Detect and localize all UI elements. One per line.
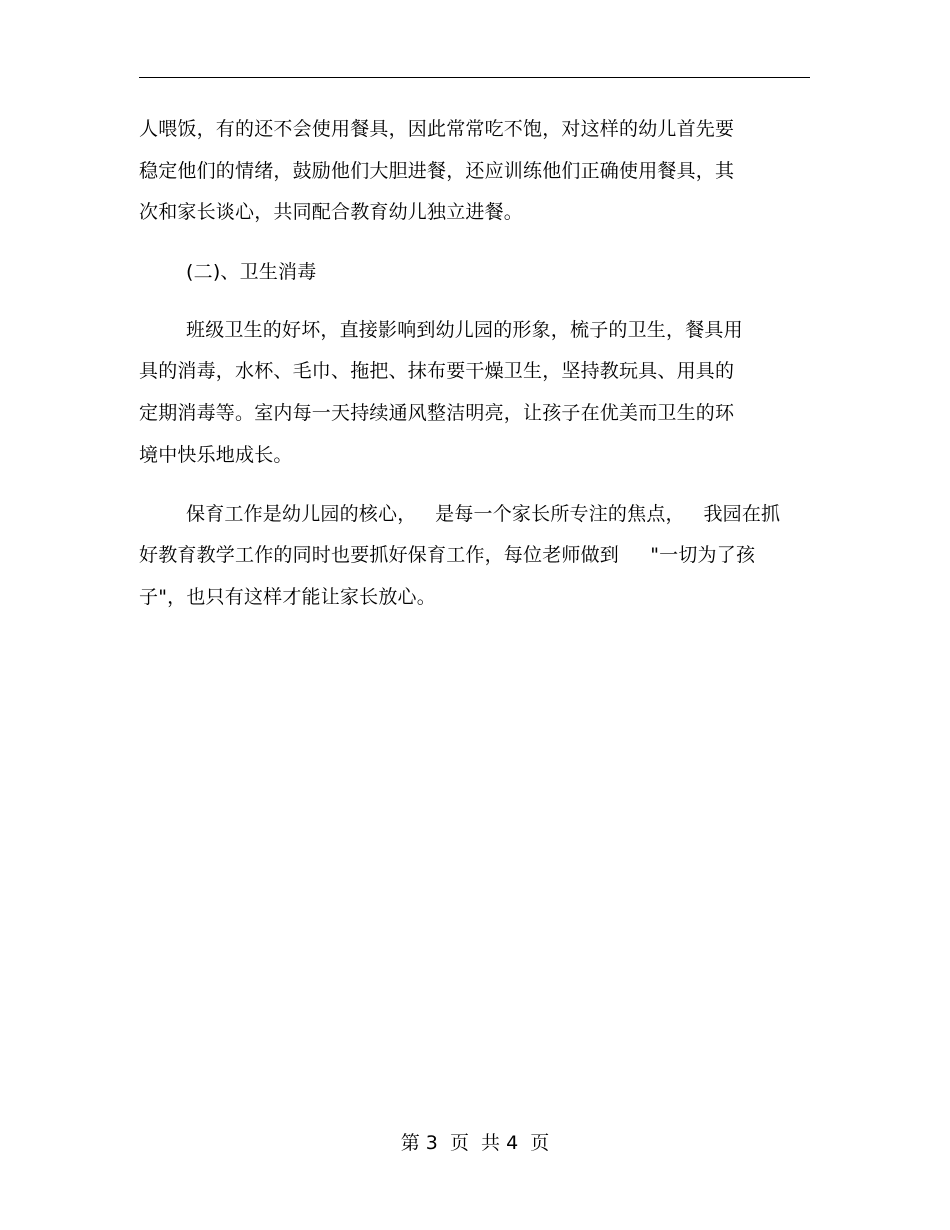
paragraph-3-line-2: 具的消毒，水杯、毛巾、拖把、抹布要干燥卫生，坚持教玩具、用具的 bbox=[139, 360, 735, 382]
paragraph-4-line-2: 好教育教学工作的同时也要抓好保育工作，每位老师做到 "一切为了孩 bbox=[139, 544, 756, 566]
section-heading: (二)、卫生消毒 bbox=[186, 261, 317, 283]
paragraph-4-line-1: 保育工作是幼儿园的核心， 是每一个家长所专注的焦点， 我园在抓 bbox=[186, 503, 781, 525]
paragraph-4-line-3: 子"，也只有这样才能让家长放心。 bbox=[139, 586, 436, 608]
paragraph-1-line-3: 次和家长谈心，共同配合教育幼儿独立进餐。 bbox=[139, 201, 524, 223]
header-divider bbox=[139, 77, 810, 78]
paragraph-1-line-1: 人喂饭，有的还不会使用餐具，因此常常吃不饱，对这样的幼儿首先要 bbox=[139, 118, 735, 140]
paragraph-1-line-2: 稳定他们的情绪，鼓励他们大胆进餐，还应训练他们正确使用餐具，其 bbox=[139, 160, 735, 182]
page-number-footer: 第 3 页 共 4 页 bbox=[400, 1132, 550, 1154]
paragraph-3-line-4: 境中快乐地成长。 bbox=[139, 444, 293, 466]
paragraph-3-line-3: 定期消毒等。室内每一天持续通风整洁明亮，让孩子在优美而卫生的环 bbox=[139, 402, 735, 424]
paragraph-3-line-1: 班级卫生的好坏，直接影响到幼儿园的形象，梳子的卫生，餐具用 bbox=[186, 319, 743, 341]
